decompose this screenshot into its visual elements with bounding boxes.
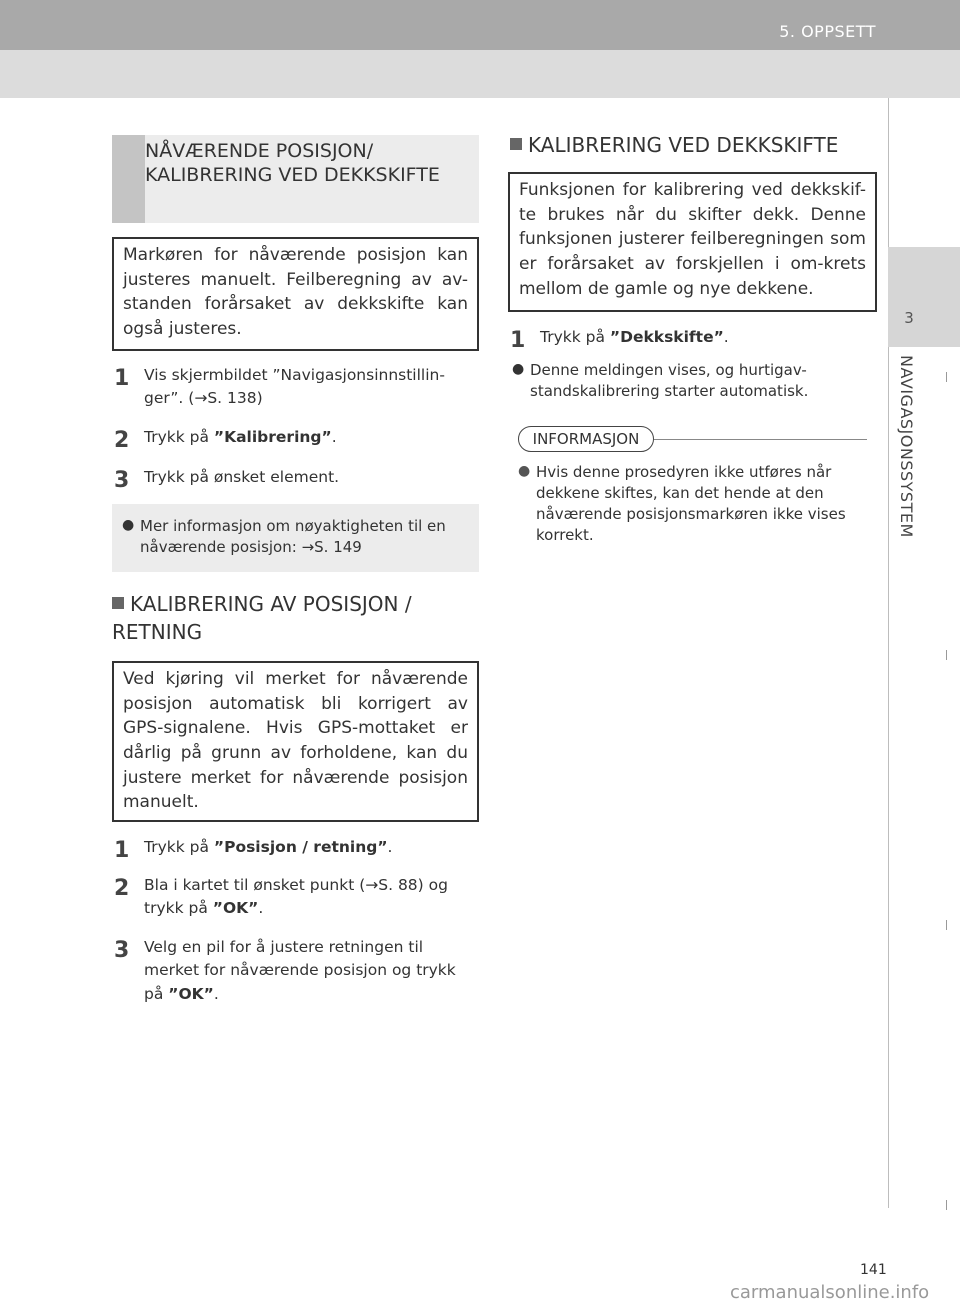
step-number: 2 bbox=[114, 876, 130, 901]
position-box: Ved kjøring vil merket for nåværende posisjon automatisk bli korrigert av GPS-signalene. Hvis GPS-mottaket er dårlig på grunn av forholdene, kan du justere merket for nåværende posisjon manuelt. bbox=[112, 661, 479, 822]
subheading-tire: KALIBRERING VED DEKKSKIFTE bbox=[510, 131, 880, 159]
step-number: 3 bbox=[114, 938, 130, 963]
side-tab-number: 3 bbox=[904, 309, 914, 327]
sub-step-1: 1 Trykk på ”Posisjon / retning”. bbox=[114, 836, 480, 862]
bullet-dot-icon: ● bbox=[518, 463, 531, 479]
section-title: NÅVÆRENDE POSISJON/ KALIBRERING VED DEKKSKIFTE bbox=[145, 140, 440, 186]
step-number: 1 bbox=[114, 838, 130, 863]
tire-bullet-text: Denne meldingen vises, og hurtigav-standskalibrering starter automatisk. bbox=[530, 361, 809, 400]
note-text: Mer informasjon om nøyaktigheten til en nåværende posisjon: →S. 149 bbox=[140, 517, 446, 556]
square-bullet-icon bbox=[112, 597, 124, 609]
step-3 bbox=[114, 466, 480, 492]
button-ref-kalibrering: ”Kalibrering” bbox=[213, 428, 332, 446]
info-text: Hvis denne prosedyren ikke utføres når dekkene skiftes, kan det hende at den nåværende posisjonsmarkøren ikke vises korrekt. bbox=[536, 463, 846, 544]
crop-mark bbox=[946, 650, 947, 660]
crop-mark bbox=[946, 920, 947, 930]
step-text: Trykk på ønsket element. bbox=[144, 468, 340, 486]
square-bullet-icon bbox=[510, 138, 522, 150]
side-tab-label: NAVIGASJONSSYSTEM bbox=[897, 355, 916, 538]
bullet-dot-icon: ● bbox=[122, 517, 135, 533]
sub-step-2: 2 Bla i kartet til ønsket punkt (→S. 88) og trykk på ”OK”. bbox=[114, 874, 480, 926]
tire-step-1: 1 Trykk på ”Dekkskifte”. bbox=[510, 326, 876, 352]
bullet-dot-icon: ● bbox=[512, 361, 525, 377]
header-subband bbox=[0, 50, 960, 98]
header-band bbox=[0, 0, 960, 50]
intro-box: Markøren for nåværende posisjon kan justeres manuelt. Feilberegning av av-standen forårsaket av dekkskifte kan også justeres. bbox=[112, 237, 479, 351]
crop-mark bbox=[946, 372, 947, 382]
subheading-position: KALIBRERING AV POSISJON / RETNING bbox=[112, 592, 412, 644]
step-text: Vis skjermbildet ”Navigasjonsinnstillin-ger”. (→S. 138) bbox=[144, 366, 445, 408]
crop-mark bbox=[946, 1200, 947, 1210]
watermark: carmanualsonline.info bbox=[730, 1282, 930, 1303]
sub-step-3: 3 Velg en pil for å justere retningen til merket for nåværende posisjon og trykk på ”OK”. bbox=[114, 936, 480, 1014]
tire-box: Funksjonen for kalibrering ved dekkskif-te brukes når du skifter dekk. Denne funksjonen justerer feilberegningen som er forårsaket av forskjellen i om-krets mellom de gamle og nye dekkene. bbox=[508, 172, 877, 312]
step-text: Trykk på bbox=[144, 428, 214, 446]
step-1 bbox=[114, 364, 480, 414]
step-2: 2 Trykk på ”Kalibrering”. bbox=[114, 426, 480, 452]
step-number: 1 bbox=[114, 366, 130, 391]
button-ref-ok: ”OK” bbox=[212, 899, 259, 918]
step-number: 3 bbox=[114, 468, 130, 493]
info-label: INFORMASJON bbox=[518, 426, 654, 452]
section-title-accent bbox=[112, 135, 145, 223]
chapter-title: 5. OPPSETT bbox=[779, 22, 876, 41]
page-number: 141 bbox=[860, 1262, 887, 1278]
side-tab bbox=[888, 247, 960, 347]
button-ref-ok: ”OK” bbox=[168, 984, 214, 1003]
button-ref-posisjon: ”Posisjon / retning” bbox=[213, 838, 388, 856]
step-number: 1 bbox=[510, 328, 526, 353]
step-number: 2 bbox=[114, 428, 130, 453]
info-rule bbox=[654, 439, 867, 440]
button-ref-dekkskifte: ”Dekkskifte” bbox=[609, 328, 724, 346]
